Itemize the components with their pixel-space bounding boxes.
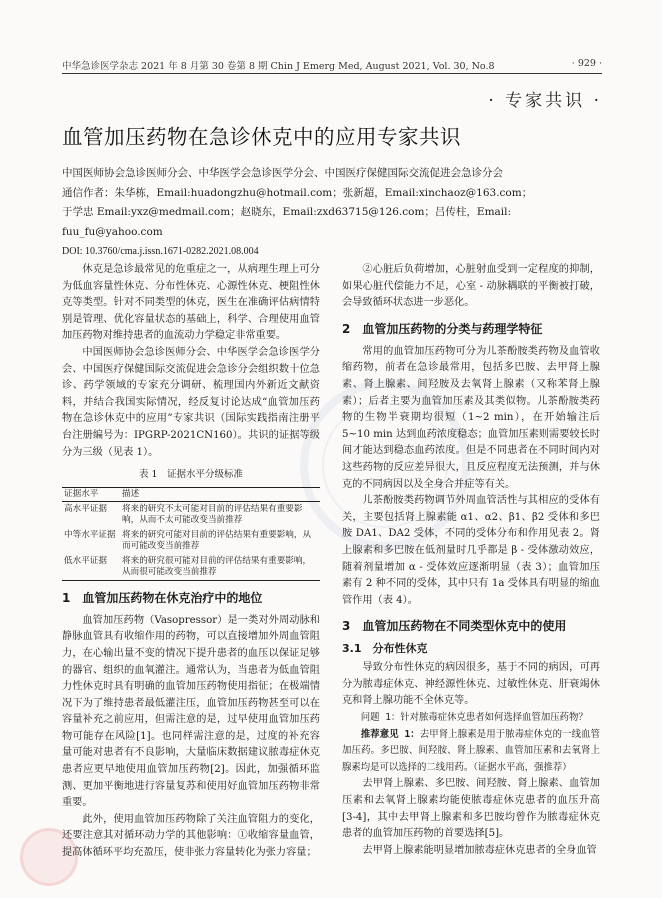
- author-organizations: 中国医师协会急诊医师分会、中华医学会急诊医学分会、中国医疗保健国际交流促进会急诊分会: [62, 167, 503, 179]
- running-header: [62, 58, 602, 72]
- table-cell: 将来的研究不太可能对目前的评估结果有重要影响，从而不太可能改变当前推荐: [122, 503, 303, 525]
- journal-citation: 中华急诊医学杂志 2021 年 8 月第 30 卷第 8 期 Chin J Emerg Med, August 2021, Vol. 30, No.8: [62, 61, 495, 72]
- left-column: [62, 262, 320, 862]
- table-row: [62, 501, 320, 528]
- section2-paragraph: 常用的血管加压药物可分为儿茶酚胺类药物及血管收缩药物，前者在急诊最常用，包括多巴胺、去甲肾上腺素、肾上腺素、间羟胺及去氧肾上腺素（又称苯肾上腺素）；后者主要为血管加压素及其类似物。儿茶酚胺类药物的生物半衰期均很短（1~2 min），在开始输注后 5~10 min 达到血药浓度稳态；血管加压素则需要较长时间才能达到稳态血药浓度。但是不同患者在不同时间内对这些药物的反应差异很大，且反应程度无法预测，并与休克的不同病因以及全身合并症等有关。: [342, 345, 600, 490]
- intro-paragraph-2: 中国医师协会急诊医师分会、中华医学会急诊医学分会、中国医疗保健国际交流促进会急诊分会组织数十位急诊、药学领域的专家充分调研、梳理国内外新近文献资料，并结合我国实际情况，经反复讨论达成“血管加压药物在急诊休克中的应用”专家共识（国际实践指南注册平台注册编号为：IPGRP-2021CN160）。共识的证据等级分为三级（见表 1）。: [62, 346, 320, 458]
- column-tag: · 专家共识 ·: [488, 91, 602, 111]
- corresponding-authors-email: fuu_fu@yahoo.com: [62, 225, 163, 238]
- corresponding-authors-cont: 于学忠 Email:yxz@medmail.com；赵晓东，Email:zxd63715@126.com；吕传柱，Email:: [62, 206, 512, 218]
- section31-paragraph-3: 去甲肾上腺素能明显增加脓毒症休克患者的全身血管: [362, 844, 597, 856]
- right-column: [342, 262, 600, 859]
- table-cell: 高水平证据: [64, 503, 107, 514]
- table-row: [62, 528, 320, 554]
- table-cell: 低水平证据: [62, 554, 120, 581]
- recommendation-label: 推荐意见 1：: [360, 728, 420, 740]
- question-1: 问题 1：针对脓毒症休克患者如何选择血管加压药物？: [360, 712, 588, 724]
- author-block: [62, 164, 602, 262]
- page-number: · 929 ·: [571, 58, 602, 69]
- table-header-cell: 证据水平: [62, 487, 120, 501]
- section-heading-2: 2 血管加压药物的分类与药理学特征: [342, 321, 543, 336]
- table-header-cell: 描述: [120, 487, 320, 501]
- table-cell: 将来的研究很可能对目前的评估结果有重要影响，从而很可能改变当前推荐: [120, 554, 320, 581]
- section-heading-3: 3 血管加压药物在不同类型休克中的使用: [342, 619, 567, 634]
- continued-paragraph: ②心脏后负荷增加，心脏射血受到一定程度的抑制，如果心脏代偿能力不足，心室 - 动脉耦联的平衡被打破，会导致循环状态进一步恶化。: [342, 264, 600, 309]
- section1-paragraph-2: 此外，使用血管加压药物除了关注血管阻力的变化，还要注意其对循环动力学的其他影响：①收缩容量血管，提高体循环平均充盈压，使非张力容量转化为张力容量；: [62, 813, 320, 859]
- table-caption: 表 1 证据水平分级标准: [138, 469, 244, 481]
- table-header-row: [62, 487, 320, 501]
- evidence-level-table: [62, 487, 320, 581]
- section-heading-1: 1 血管加压药物在休克治疗中的地位: [62, 590, 263, 605]
- recommendation-text: 去甲肾上腺素是用于脓毒症休克的一线血管加压药。多巴胺、间羟胺、肾上腺素、血管加压素和去氧肾上腺素均是可以选择的二线用药。（证据水平高，强推荐）: [342, 728, 600, 773]
- article-title: 血管加压药物在急诊休克中的应用专家共识: [62, 125, 461, 149]
- recommendation-1: [342, 727, 600, 777]
- section2-paragraph-2: 儿茶酚胺类药物调节外周血管活性与其相应的受体有关，主要包括肾上腺素能 α1、α2、β1、β2 受体和多巴胺 DA1、DA2 受体，不同的受体分布和作用见表 2。肾上腺素和多巴胺在低剂量时几乎都是 β - 受体激动效应，随着剂量增加 α - 受体效应逐渐明显（表 3）；血管加压素有 2 种不同的受体，其中只有 1a 受体具有明显的缩血管作用（表 4）。: [342, 495, 600, 606]
- doi: DOI: 10.3760/cma.j.issn.1671-0282.2021.08.004: [62, 246, 259, 257]
- corresponding-authors: 通信作者：朱华栋，Email:huadongzhu@hotmail.com；张新超，Email:xinchaoz@163.com；: [62, 186, 533, 199]
- subsection-heading-3-1: 3.1 分布性休克: [342, 642, 428, 656]
- section1-paragraph: 血管加压药物（Vasopressor）是一类对外周动脉和静脉血管具有收缩作用的药物，可以直接增加外周血管阻力，在心输出量不变的情况下提升患者的血压以保证足够的器官、组织的血氧灌注。通常认为，当患者为低血管阻力性休克时具有明确的血管加压药物使用指征；在极端情况下为了维持患者最低灌注压，血管加压药物甚至可以在容量补充之前应用，但需注意的是，过早使用血管加压药物可能存在风险[1]。也同样需注意的是，过度的补充容量可能对患者有不良影响，大量临床数据建议脓毒症休克患者应更早地使用血管加压药物[2]。因此，加强循环监测、更加平衡地进行容量复苏和使用好血管加压药物非常重要。: [62, 614, 320, 809]
- table-cell: 中等水平证据: [64, 529, 116, 540]
- header-rule: [62, 73, 602, 74]
- intro-paragraph: 休克是急诊最常见的危重症之一，从病理生理上可分为低血容量性休克、分布性休克、心源性休克、梗阻性休克等类型。针对不同类型的休克，医生在准确评估病情特别是管理、优化容量状态的基础上，科学、合理使用血管加压药物对维持患者的血流动力学稳定非常重要。: [62, 264, 320, 342]
- section31-paragraph-2: 去甲肾上腺素、多巴胺、间羟胺、肾上腺素、血管加压素和去氧肾上腺素均能使脓毒症休克患者的血压升高[3-4]，其中去甲肾上腺素和多巴胺均曾作为脓毒症休克患者的血管加压药物的首要选择[5]。: [342, 778, 600, 840]
- table-row: [62, 554, 320, 581]
- section31-paragraph: 导致分布性休克的病因很多，基于不同的病因，可再分为脓毒症休克、神经源性休克、过敏性休克、肝衰竭休克和肾上腺功能不全休克等。: [342, 662, 600, 707]
- table-cell: 将来的研究可能对目前的评估结果有重要影响，从而可能改变当前推荐: [122, 529, 312, 551]
